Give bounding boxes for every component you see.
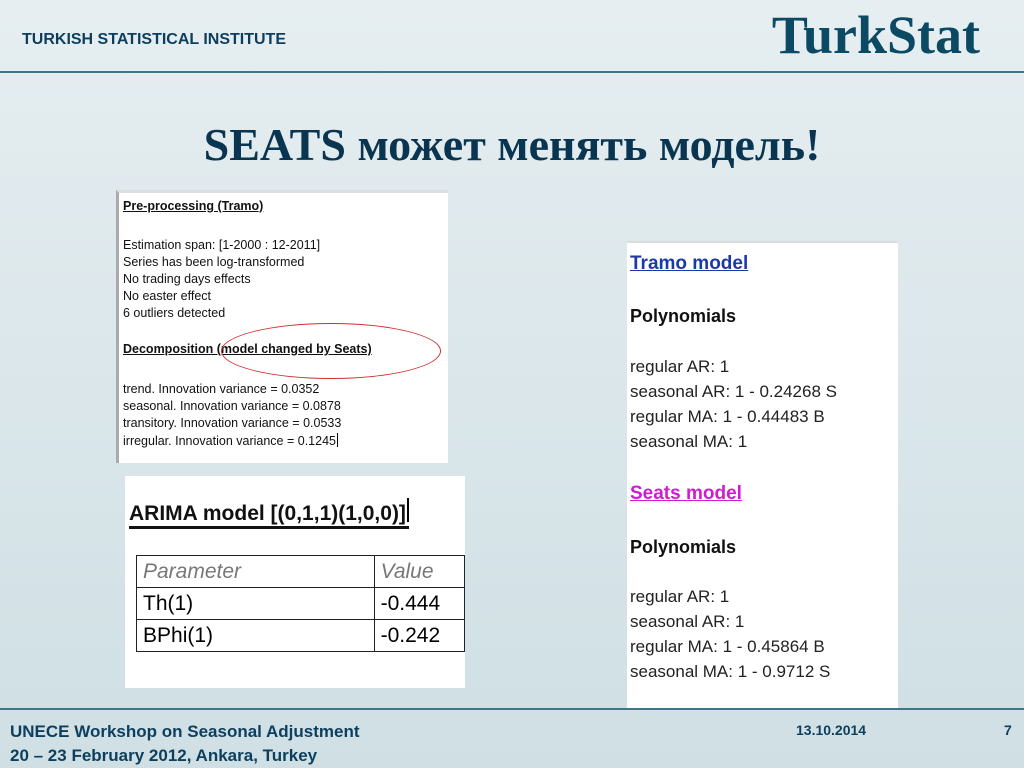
variance-line: trend. Innovation variance = 0.0352 bbox=[123, 382, 320, 396]
section-heading-preprocessing: Pre-processing (Tramo) bbox=[123, 199, 264, 213]
output-line: No trading days effects bbox=[123, 272, 251, 286]
text-cursor bbox=[337, 433, 338, 447]
variance-line: irregular. Innovation variance = 0.1245 bbox=[123, 434, 336, 448]
seats-polynomials-heading: Polynomials bbox=[630, 537, 737, 557]
footer-divider bbox=[0, 708, 1024, 710]
highlight-ellipse bbox=[221, 323, 441, 379]
footer-event-dates: 20 – 23 February 2012, Ankara, Turkey bbox=[10, 746, 318, 765]
seats-model-link[interactable]: Seats model bbox=[630, 483, 742, 504]
output-line: Series has been log-transformed bbox=[123, 255, 305, 269]
table-row bbox=[137, 588, 465, 620]
output-line: No easter effect bbox=[123, 289, 212, 303]
slide-title: SEATS может менять модель! bbox=[203, 119, 821, 170]
column-header-parameter: Parameter bbox=[137, 556, 375, 588]
output-line: Estimation span: [1-2000 : 12-2011] bbox=[123, 238, 321, 252]
seats-polynomial-line: seasonal MA: 1 - 0.9712 S bbox=[630, 662, 831, 681]
seats-polynomial-line: regular AR: 1 bbox=[630, 587, 730, 606]
tramo-polynomial-line: seasonal AR: 1 - 0.24268 S bbox=[630, 382, 837, 401]
column-header-value: Value bbox=[374, 556, 464, 588]
text-cursor bbox=[407, 498, 409, 522]
table-cell: -0.444 bbox=[374, 588, 464, 620]
variance-line: transitory. Innovation variance = 0.0533 bbox=[123, 416, 342, 430]
preprocessing-output-screenshot bbox=[116, 190, 448, 463]
tramo-model-link[interactable]: Tramo model bbox=[630, 253, 749, 274]
tramo-polynomial-line: seasonal MA: 1 bbox=[630, 432, 748, 451]
footer-date: 13.10.2014 bbox=[796, 722, 867, 738]
footer-event bbox=[10, 720, 360, 768]
model-comparison-screenshot bbox=[627, 241, 898, 709]
table-header-row bbox=[137, 556, 465, 588]
page-number: 7 bbox=[1004, 722, 1012, 738]
seats-polynomial-line: seasonal AR: 1 bbox=[630, 612, 745, 631]
arima-model-title: ARIMA model [(0,1,1)(1,0,0)] bbox=[129, 498, 409, 529]
footer-event-name: UNECE Workshop on Seasonal Adjustment bbox=[10, 722, 360, 741]
table-cell: -0.242 bbox=[374, 620, 464, 652]
seats-polynomial-line: regular MA: 1 - 0.45864 B bbox=[630, 637, 825, 656]
brand-logo-text: TurkStat bbox=[771, 5, 980, 65]
tramo-polynomial-line: regular MA: 1 - 0.44483 B bbox=[630, 407, 825, 426]
table-cell: BPhi(1) bbox=[137, 620, 375, 652]
tramo-polynomials-heading: Polynomials bbox=[630, 306, 737, 326]
tramo-polynomial-line: regular AR: 1 bbox=[630, 357, 730, 376]
variance-line: seasonal. Innovation variance = 0.0878 bbox=[123, 399, 341, 413]
table-cell: Th(1) bbox=[137, 588, 375, 620]
table-row bbox=[137, 620, 465, 652]
arima-model-screenshot bbox=[125, 476, 465, 688]
output-line: 6 outliers detected bbox=[123, 306, 226, 320]
header-divider bbox=[0, 71, 1024, 73]
parameter-table bbox=[136, 555, 465, 652]
institute-name: TURKISH STATISTICAL INSTITUTE bbox=[22, 31, 286, 48]
section-heading-decomposition: Decomposition (model changed by Seats) bbox=[123, 342, 372, 356]
